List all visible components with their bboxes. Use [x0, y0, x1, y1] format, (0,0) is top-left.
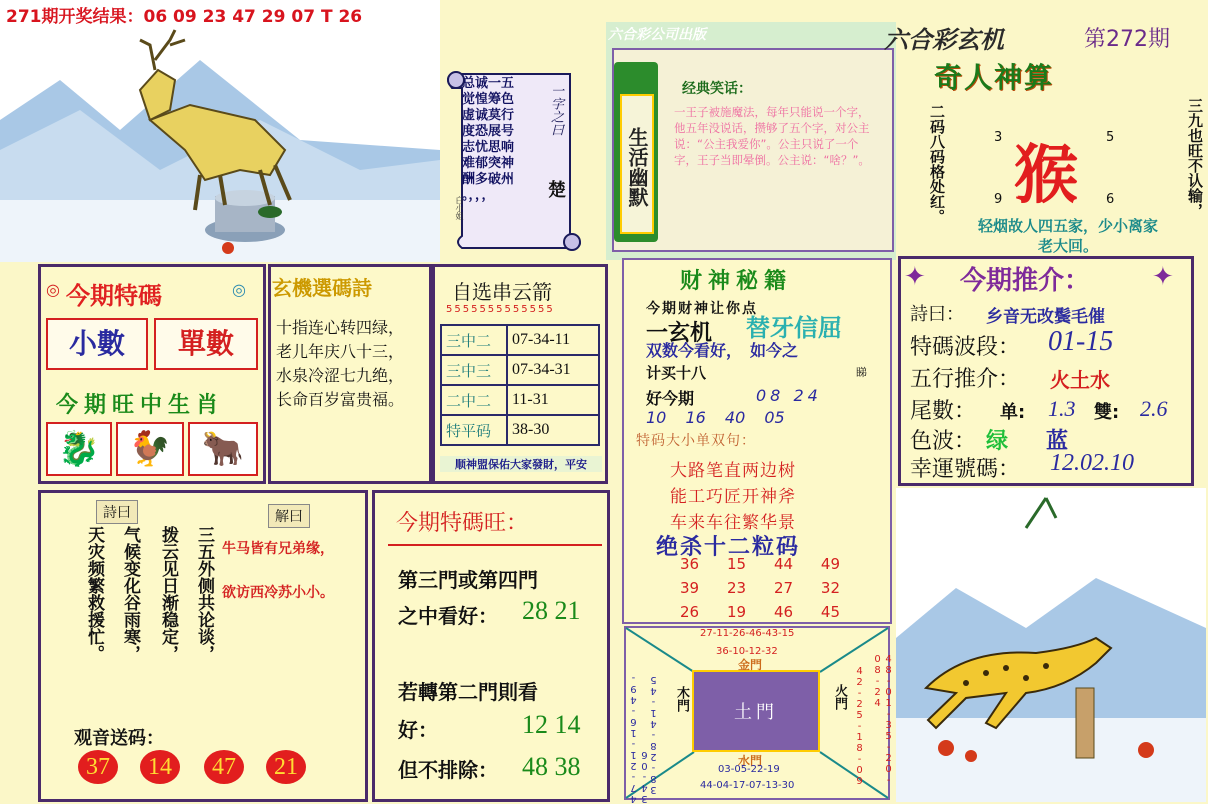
kill-row [680, 576, 840, 600]
kill-number: 39 [680, 579, 700, 597]
caishen-line2b: 替牙信屈 [746, 314, 842, 342]
digit: 6 [1106, 192, 1115, 207]
wave-label: 特碼波段： [910, 335, 1021, 360]
double-value: 2.6 [1140, 396, 1168, 421]
door-right-nums: 48-01-35-20-08-24 [872, 654, 894, 786]
zixuan-table [440, 324, 600, 446]
lucky-value: 12.02.10 [1050, 450, 1134, 476]
caishen-line4b: 睇 [856, 366, 867, 379]
center-door: 土門 [692, 670, 820, 752]
scroll-title: 一字之曰 [548, 84, 563, 136]
tmw-line: 之中看好： [398, 604, 498, 628]
deer-drawing [0, 0, 440, 262]
scroll-line: 难郁突神 [462, 156, 515, 171]
tuijie-title: 今期推介： [960, 266, 1091, 296]
star-icon: ✦ [904, 262, 926, 292]
kill-title: 绝杀十二粒码 [656, 535, 801, 560]
divider [388, 544, 602, 546]
caishen-title: 财神秘籍 [680, 269, 793, 294]
door-top-nums: 27-11-26-46-43-15 [700, 628, 795, 639]
wave-value: 01-15 [1048, 326, 1114, 357]
kill-number: 46 [773, 603, 794, 621]
table-row [441, 325, 599, 355]
kill-number: 23 [726, 579, 747, 597]
row-label: 三中三 [441, 355, 507, 385]
xuanji-title: 玄機選碼詩 [272, 276, 372, 300]
publisher-label: 六合彩公司出版 [608, 27, 706, 43]
table-row [441, 355, 599, 385]
tmw-line: 好： [398, 718, 438, 742]
caishen-line5: 好今期 [646, 389, 695, 408]
row-value: 38-30 [507, 415, 599, 445]
tema-small: 小數 [46, 318, 148, 370]
color-green: 绿 [986, 429, 1009, 454]
scroll-sign: 楚 [548, 180, 566, 201]
kill-number: 15 [726, 555, 747, 573]
shiyue-col: 三五外侧共论谈， [194, 526, 214, 662]
poem-line: 长命百岁富贵福。 [276, 390, 405, 409]
scroll-line: 酬多破州 [462, 172, 515, 187]
jie-line: 牛马皆有兄弟缘， [222, 541, 334, 557]
tmw-line: 若轉第二門則看 [398, 680, 538, 704]
shi-text: 乡音无改鬓毛催 [986, 307, 1105, 327]
humor-side-text: 生活幽默 [620, 94, 654, 234]
digit: 3 [994, 130, 1003, 145]
caishen-poem-line: 车来车往繁华景 [670, 513, 796, 533]
door-top-nums: 36-10-12-32 [716, 646, 778, 657]
scroll-line: 志忧思响 [462, 140, 515, 155]
zixuan-sub: 5555555555555 [446, 304, 555, 315]
shi-label: 詩曰： [910, 304, 964, 325]
shiyue-col: 气候变化谷雨寒， [120, 526, 140, 662]
dragon-icon: 🐉 [46, 422, 112, 476]
target-icon: ◎ [232, 280, 246, 299]
row-value: 07-34-31 [507, 355, 599, 385]
digit: 9 [994, 192, 1003, 207]
door-bottom-label: 水門 [738, 754, 763, 768]
caishen-line6: 10 16 40 05 [646, 408, 785, 427]
slogan: 轻烟故人四五家，少小离家老大回。 [978, 217, 1159, 255]
row-label: 二中二 [441, 385, 507, 415]
scroll-tiny: 白小姐 [455, 196, 464, 220]
rooster-icon: 🐓 [116, 422, 184, 476]
scroll-line: 总诚一五 [462, 76, 515, 91]
zixuan-title: 自选串云箭 [452, 280, 552, 304]
caishen-line4: 计买十八 [646, 364, 707, 382]
color-label: 色波： [910, 429, 977, 454]
row-value: 11-31 [507, 385, 599, 415]
zixuan-footer: 顺神盟保佑大家發財，平安 [440, 456, 602, 472]
digit: 5 [1106, 130, 1115, 145]
jie-line: 欲访西冷苏小小。 [222, 585, 334, 601]
banner-title: 奇人神算 [934, 61, 1055, 94]
kill-row [680, 600, 840, 624]
door-left-label: 木門 [674, 686, 689, 712]
kill-number: 45 [820, 603, 840, 621]
brand-title: 六合彩玄机 [884, 26, 1004, 54]
kill-row [680, 552, 840, 576]
scroll-line: 虚诚莫行 [462, 108, 515, 123]
draw-result: 271期开奖结果：06 09 23 47 29 07 T 26 [6, 7, 363, 27]
tema-odd: 單數 [154, 318, 258, 370]
tmw-number: 12 14 [522, 710, 581, 739]
joke-text: 一王子被施魔法，每年只能说一个字，他五年没说话，攒够了五个字，对公主说：“公主我爱你”。公主只说了一个字，王子当即晕倒。公主说：“啥？”。 [674, 105, 870, 167]
xuanji-poem [276, 316, 432, 412]
tmw-number: 28 21 [522, 596, 581, 625]
door-left-nums: 47-21-16-49-34-06 [628, 672, 650, 804]
number-ball: 21 [266, 750, 306, 784]
caishen-line7: 特码大小单双句： [636, 433, 756, 449]
tmw-line: 但不排除： [398, 758, 498, 782]
wuxing-label: 五行推介： [910, 367, 1021, 392]
door-bottom-nums: 03-05-22-19 [718, 764, 780, 775]
tmw-line: 第三門或第四門 [398, 568, 538, 592]
kill-number: 32 [820, 579, 840, 597]
joke-heading: 经典笑话： [682, 81, 752, 97]
star-icon: ✦ [1152, 262, 1174, 292]
deer-illustration [0, 0, 440, 262]
caishen-line5-nums: 08 24 [756, 386, 822, 405]
zodiac-title: 今期旺中生肖 [56, 393, 225, 418]
caishen-line2: 一玄机 [646, 321, 713, 346]
scroll-poem [462, 76, 540, 226]
right-vertical-text: 三九也旺不认输， [1186, 98, 1204, 218]
poem-line: 十指连心转四绿， [276, 318, 405, 337]
wuxing-value: 火土水 [1050, 368, 1110, 392]
shiyue-tag: 詩曰 [96, 500, 138, 524]
door-right-nums: 42-25-18-09 [854, 666, 865, 787]
double-label: 雙: [1094, 402, 1120, 423]
cheetah-illustration [896, 488, 1206, 802]
scroll-line: 觉惶筹色 [462, 92, 515, 107]
color-blue: 蓝 [1046, 429, 1069, 454]
ox-icon: 🐂 [188, 422, 258, 476]
scroll-line: 度恐展号 [462, 124, 515, 139]
door-bottom-nums: 44-04-17-07-13-30 [700, 780, 795, 791]
number-ball: 14 [140, 750, 180, 784]
caishen-poem-line: 能工巧匠开神斧 [670, 487, 796, 507]
kill-number: 19 [726, 603, 747, 621]
number-ball: 47 [204, 750, 244, 784]
target-icon: ◎ [46, 280, 60, 299]
caishen-poem-line: 大路笔直两边树 [670, 461, 796, 481]
zodiac-char: 猴 [1014, 138, 1078, 213]
row-label: 特平码 [441, 415, 507, 445]
left-vertical-text: 二码八码格处红。 [928, 104, 946, 224]
row-label: 三中二 [441, 325, 507, 355]
scroll-line: 。，，， [462, 188, 495, 203]
single-label: 单: [1000, 402, 1026, 423]
jie-tag: 解曰 [268, 504, 310, 528]
tail-label: 尾數： [910, 399, 977, 424]
tmw-number: 48 38 [522, 752, 581, 781]
door-top-label: 金門 [738, 658, 763, 672]
row-value: 07-34-11 [507, 325, 599, 355]
tema-title: 今期特碼 [66, 282, 162, 310]
issue-number: 第272期 [1084, 27, 1170, 52]
caishen-line1: 今期财神让你点 [646, 301, 758, 317]
number-ball: 37 [78, 750, 118, 784]
kill-numbers [680, 552, 840, 624]
kill-number: 26 [680, 603, 700, 621]
kill-number: 44 [773, 555, 794, 573]
kill-number: 36 [680, 555, 700, 573]
shiyue-col: 天灾频繁救援忙。 [84, 526, 104, 662]
tmw-title: 今期特碼旺： [396, 511, 529, 536]
kill-number: 27 [773, 579, 794, 597]
door-left-nums: 38-28-41-45 [648, 674, 659, 795]
guanyin-label: 观音送码： [74, 728, 164, 749]
table-row [441, 385, 599, 415]
poem-line: 老儿年庆八十三， [276, 342, 405, 361]
kill-number: 49 [820, 555, 840, 573]
shiyue-col: 拨云见日渐稳定， [158, 526, 178, 662]
single-value: 1.3 [1048, 396, 1076, 421]
door-right-label: 火門 [832, 684, 847, 710]
caishen-line3: 双数今看好， 如今之 [646, 341, 799, 360]
lucky-label: 幸運號碼： [910, 457, 1021, 482]
poem-line: 水泉冷涩七九绝， [276, 366, 405, 385]
table-row [441, 415, 599, 445]
